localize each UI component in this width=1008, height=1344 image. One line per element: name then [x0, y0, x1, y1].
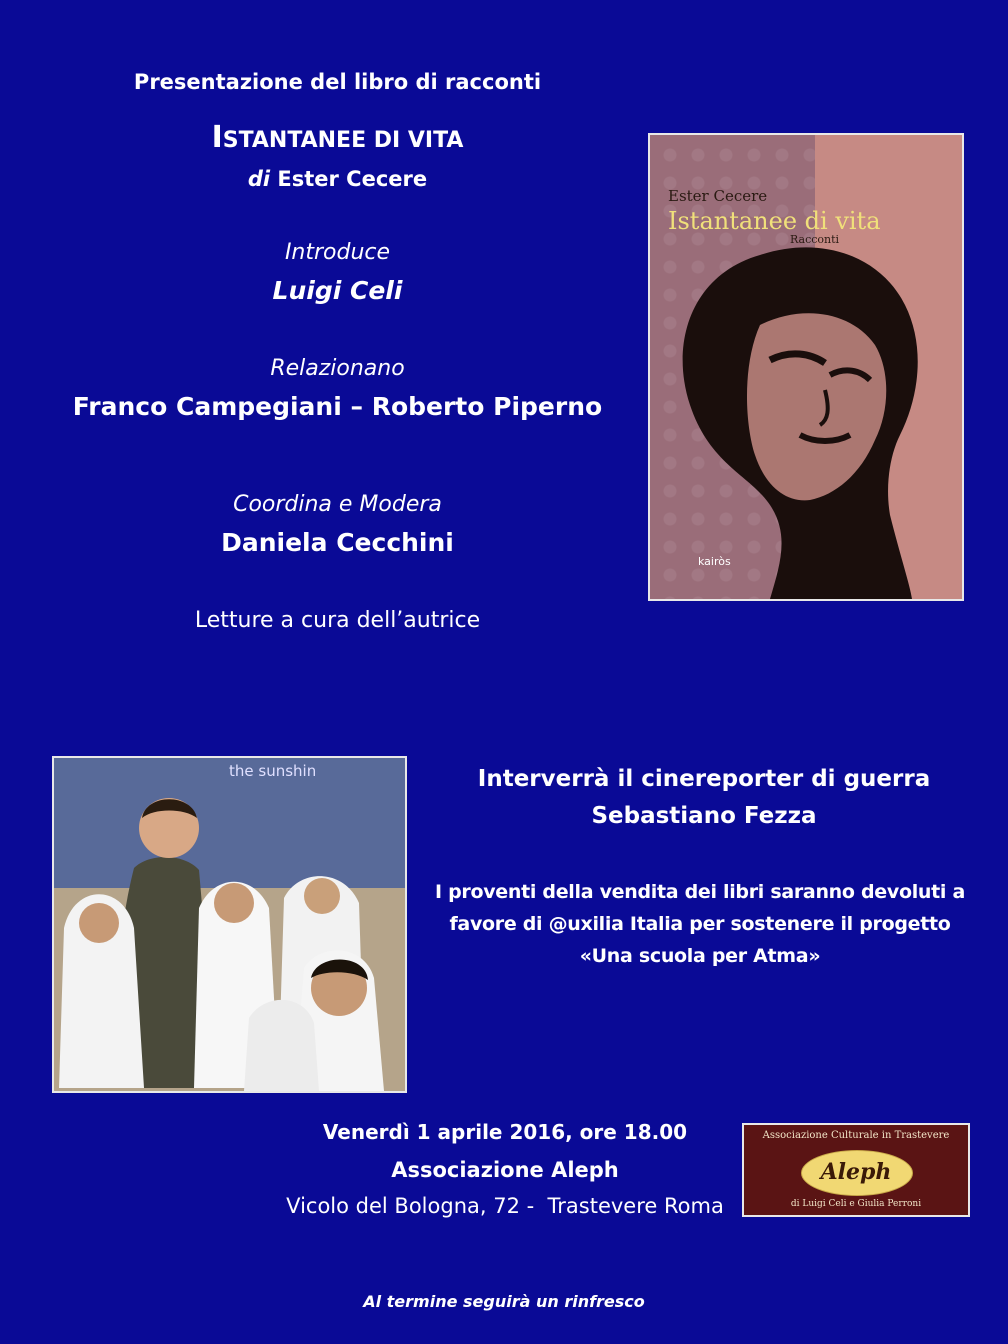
logo-name: Aleph: [820, 1159, 892, 1185]
charity-line-1: I proventi della vendita dei libri saranno devoluti a: [435, 881, 965, 903]
book-title: [40, 120, 635, 155]
event-address: Vicolo del Bologna, 72 - Trastevere Roma: [286, 1194, 724, 1218]
author-line: [40, 167, 635, 191]
readings-line: Letture a cura dell’autrice: [194, 608, 481, 633]
group-photo: [52, 756, 407, 1093]
cover-publisher: kairòs: [698, 555, 731, 568]
charity-line-2: favore di @uxilia Italia per sostenere il progetto: [449, 913, 951, 935]
guest-name: Sebastiano Fezza: [591, 803, 817, 829]
event-date: Venerdì 1 aprile 2016, ore 18.00: [322, 1120, 688, 1144]
cover-title: Istantanee di vita: [668, 207, 881, 235]
footer-note: Al termine seguirà un rinfresco: [363, 1292, 645, 1311]
moderator-label: Coordina e Modera: [233, 492, 442, 517]
photo-wall-text: the sunshin: [229, 762, 317, 780]
intro-line: Presentazione del libro di racconti: [133, 70, 542, 94]
event-venue: Associazione Aleph: [391, 1158, 619, 1182]
logo-top-text: Associazione Culturale in Trastevere: [762, 1130, 950, 1141]
introduce-name: Luigi Celi: [272, 276, 403, 305]
aleph-logo: [742, 1123, 970, 1217]
charity-line-3: «Una scuola per Atma»: [579, 945, 821, 967]
author-name: Ester Cecere: [277, 167, 428, 191]
introduce-label: Introduce: [284, 240, 391, 265]
author-prefix: di: [247, 167, 271, 191]
relatori-names: Franco Campegiani – Roberto Piperno: [72, 392, 603, 421]
book-title-initial: I: [211, 120, 223, 155]
book-title-rest: STANTANEE DI VITA: [222, 128, 464, 153]
cover-subtitle: Racconti: [790, 233, 840, 246]
photo-illustration: [54, 758, 405, 1091]
moderator-name: Daniela Cecchini: [221, 528, 454, 557]
logo-bottom-text: di Luigi Celi e Giulia Perroni: [790, 1199, 922, 1209]
relatori-label: Relazionano: [270, 356, 405, 381]
book-cover-image: [648, 133, 964, 601]
cover-author: Ester Cecere: [668, 187, 768, 205]
guest-line-1: Interverrà il cinereporter di guerra: [477, 766, 931, 792]
